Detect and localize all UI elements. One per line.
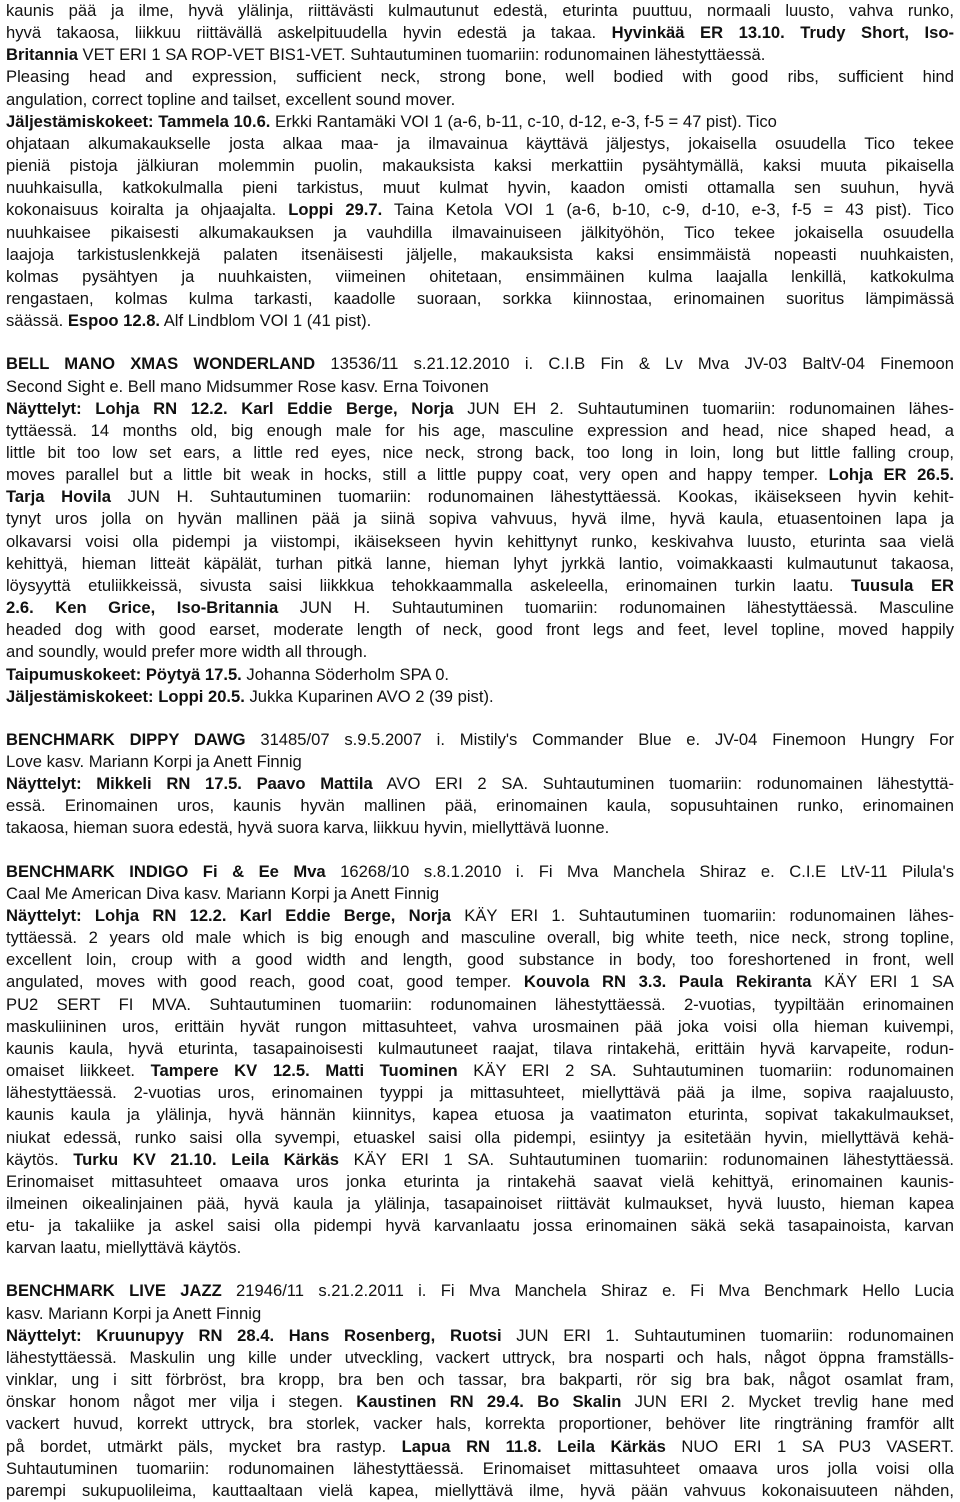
paragraph-spacer (6, 840, 954, 861)
text-line (6, 89, 954, 111)
paragraph-spacer (6, 708, 954, 729)
text-line (6, 1280, 954, 1302)
text-run: angulation, correct topline and tailset, excellent sound mover. (6, 89, 456, 109)
text-line (6, 597, 954, 619)
bold-text-run: Tuusula ER (851, 575, 954, 595)
text-line (6, 883, 954, 905)
text-run: omaiset liikkeet. (6, 1061, 151, 1081)
bold-text-run: Espoo 12.8. (67, 311, 161, 331)
bold-text-run: Kouvola RN 3.3. Paula Rekiranta (523, 972, 812, 992)
bold-text-run: Jäljestämiskokeet: Loppi 20.5. (6, 686, 245, 706)
bold-text-run: Näyttelyt: Lohja RN 12.2. Karl Eddie Berge, Norja (6, 905, 452, 925)
text-run: kehittyä, hieman litteät käpälät, turhan pitkä lanne, hieman lyhyt jyrkkä lantio, voimakkaasti kulmautunut takaosa, (6, 553, 954, 573)
text-run: 31485/07 s.9.5.2007 i. Mistily's Commander Blue e. JV-04 Finemoon Hungry For (245, 729, 954, 749)
text-run: Johanna Söderholm SPA 0. (241, 664, 450, 684)
text-run: JUN H. Suhtautuminen tuomariin: rodunomainen lähestyttäessä. Masculine (278, 598, 954, 618)
text-line (6, 531, 954, 553)
text-line (6, 971, 954, 993)
text-line (6, 1369, 954, 1391)
bold-text-run: Kaustinen RN 29.4. Bo Skalin (356, 1392, 622, 1412)
text-run: vackert huvud, korrekt uttryck, bra storlek, vacker hals, korrekta proportioner, behöver lite ringträning framför allt (6, 1414, 954, 1434)
text-run: kaunis kaula, hyvä eturinta, tasapainoisesti kulmautuneet raajat, tilava rintakehä, erittäin hyvä karvapeite, rodun- (6, 1038, 954, 1058)
text-line (6, 861, 954, 883)
text-run: hyvä takaosa, liikkuu riittävällä askelpituudella hyvin edestä ja takaa. (6, 23, 612, 43)
text-line (6, 111, 954, 133)
bold-text-run: Hyvinkää ER 13.10. Trudy Short, Iso- (611, 23, 954, 43)
text-line (6, 773, 954, 795)
text-line (6, 949, 954, 971)
text-run: käytös. (6, 1149, 74, 1169)
text-line (6, 22, 954, 44)
text-line (6, 155, 954, 177)
text-line (6, 1436, 954, 1458)
text-line (6, 1480, 954, 1502)
text-line (6, 1391, 954, 1413)
text-run: kaunis kaula ja ylälinja, hyvä hännän kiinnitys, kapea etuosa ja vaatimaton eturinta, sopivat takakulmaukset, (6, 1105, 954, 1125)
text-line (6, 44, 954, 66)
text-line (6, 817, 954, 839)
text-line (6, 795, 954, 817)
text-run: lähestyttäessä. Maskulin ung kille under utveckling, vackert uttryck, bra nosparti och hals, något öppna framställs- (6, 1347, 954, 1367)
text-line (6, 1082, 954, 1104)
text-run: JUN ERI 1. Suhtautuminen tuomariin: rodunomainen (501, 1325, 954, 1345)
text-run: KÄY ERI 1. Suhtautuminen tuomariin: rodunomainen lähes- (451, 905, 955, 925)
text-line (6, 1127, 954, 1149)
text-run: rengastaen, kolmas kulma tarkasti, kaadolle suoraan, sorkka kiinnostaa, erinomainen suoritus lämpimässä (6, 289, 954, 309)
text-line (6, 376, 954, 398)
text-run: Erkki Rantamäki VOI 1 (a-6, b-11, c-10, d-12, e-3, f-5 = 47 pist). Tico (270, 111, 777, 131)
bold-text-run: Näyttelyt: Kruunupyy RN 28.4. Hans Rosenberg, Ruotsi (6, 1325, 502, 1345)
text-line (6, 1458, 954, 1480)
text-line (6, 442, 954, 464)
text-line (6, 66, 954, 88)
text-run: KÄY ERI 2 SA. Suhtautuminen tuomariin: rodunomainen (457, 1061, 955, 1081)
text-line (6, 420, 954, 442)
text-line (6, 464, 954, 486)
text-run: KÄY ERI 1 SA. Suhtautuminen tuomariin: rodunomainen lähestyttäessä. (339, 1149, 954, 1169)
text-run: little bit too low set ears, a little red eyes, nice neck, strong back, too long in loin, long but little falling croup, (6, 442, 954, 462)
paragraph-spacer (6, 1259, 954, 1280)
bold-text-run: Näyttelyt: Lohja RN 12.2. Karl Eddie Berge, Norja (6, 398, 454, 418)
text-line (6, 751, 954, 773)
text-run: laajoja tarkistuslenkkejä palaten itsenäisesti jäljelle, makauksista kaksi ensimmäistä nopeasti nuuhkaisten, (6, 244, 954, 264)
text-line (6, 222, 954, 244)
text-run: excellent loin, croup with a good width and length, good substance in body, too foreshortened in front, well (6, 950, 954, 970)
bold-text-run: 2.6. Ken Grice, Iso-Britannia (6, 598, 279, 618)
text-run: karvan laatu, miellyttävä käytös. (6, 1238, 242, 1258)
text-line (6, 619, 954, 641)
text-line (6, 398, 954, 420)
dog-entry-paragraph (6, 861, 954, 1260)
text-line (6, 1347, 954, 1369)
text-line (6, 664, 954, 686)
text-run: VET ERI 1 SA ROP-VET BIS1-VET. Suhtautuminen tuomariin: rodunomainen lähestyttäessä. (77, 45, 766, 65)
text-run: Jukka Kuparinen AVO 2 (39 pist). (244, 686, 494, 706)
text-run: tyttäessä. 2 years old male which is big enough and masculine overall, big white teeth, nice neck, strong topline, (6, 928, 954, 948)
text-line (6, 1104, 954, 1126)
text-run: essä. Erinomainen uros, kaunis hyvän mallinen pää, erinomainen kaula, sopusuhtainen runko, erinomainen (6, 796, 954, 816)
bold-text-run: Lohja ER 26.5. (828, 465, 954, 485)
text-line (6, 1149, 954, 1171)
text-run: nuuhkaisee pikaisesti alkumakauksen ja vauhdilla ilmavainuiseen jälkityöhön, Tico tekee jokaisella osuudella (6, 222, 954, 242)
text-run: NUO ERI 1 SA PU3 VASERT. (665, 1436, 955, 1456)
text-run: pieniä pistoja jälkiuran molemmin puolin, makauksista kaksi merkattiin pysähtymällä, kaksi muuta pikaisella (6, 156, 954, 176)
text-line (6, 553, 954, 575)
text-run: säässä. (6, 311, 68, 331)
bold-text-run: BELL MANO XMAS WONDERLAND (6, 354, 316, 374)
text-line (6, 0, 954, 22)
dog-entry-paragraph (6, 1280, 954, 1502)
text-run: kolmas pysähtyen ja nuuhkaisten, viimeinen ohitetaan, ensimmäinen kulma laajalla lenkillä, katkokulma (6, 266, 954, 286)
text-run: på bordet, utmärkt päls, mycket bra rastyp. (6, 1436, 402, 1456)
text-run: JUN H. Suhtautuminen tuomariin: rodunomainen lähestyttäessä. Kookas, ikäisekseen hyvin kehit- (110, 487, 955, 507)
text-run: Pleasing head and expression, sufficient neck, strong bone, well bodied with good ribs, sufficient hind (6, 67, 954, 87)
dog-entry-paragraph (6, 353, 954, 708)
bold-text-run: Lapua RN 11.8. Leila Kärkäs (401, 1436, 666, 1456)
text-line (6, 927, 954, 949)
text-run: 13536/11 s.21.12.2010 i. C.I.B Fin & Lv Mva JV-03 BaltV-04 Finemoon (315, 354, 954, 374)
text-run: ohjataan alkumakaukselle josta alkaa maa- ja ilmavainua käyttävä jäljestys, jokaisella osuudella Tico tekee (6, 133, 954, 153)
text-run: Caal Me American Diva kasv. Mariann Korpi ja Anett Finnig (6, 883, 440, 903)
bold-text-run: Britannia (6, 45, 78, 65)
dog-entry-paragraph (6, 0, 954, 332)
text-run: angulated, moves with good reach, good coat, good temper. (6, 972, 524, 992)
bold-text-run: Jäljestämiskokeet: Tammela 10.6. (6, 111, 271, 131)
text-line (6, 1016, 954, 1038)
bold-text-run: Turku KV 21.10. Leila Kärkäs (73, 1149, 340, 1169)
text-line (6, 266, 954, 288)
bold-text-run: BENCHMARK DIPPY DAWG (6, 729, 246, 749)
text-line (6, 1303, 954, 1325)
text-line (6, 244, 954, 266)
text-line (6, 133, 954, 155)
text-run: Second Sight e. Bell mano Midsummer Rose kasv. Erna Toivonen (6, 376, 489, 396)
bold-text-run: BENCHMARK INDIGO Fi & Ee Mva (6, 861, 326, 881)
text-line (6, 1413, 954, 1435)
text-run: tynyt uros jolla on hyvän mallinen pää ja siinä sopiva vahvuus, hyvä ilme, hyvä kaula, etuasentoinen lapa ja (6, 509, 954, 529)
text-line (6, 508, 954, 530)
text-run: olkavarsi voisi olla pidempi ja viistompi, ikäisekseen hyvin kehittynyt runko, keskivahva luusto, eturinta saa vielä (6, 531, 954, 551)
text-run: moves parallel but a little bit weak in hocks, still a little puppy coat, very open and happy temper. (6, 465, 829, 485)
text-run: kokonaisuus koiralta ja ohjaajalta. (6, 200, 289, 220)
dog-entry-paragraph (6, 729, 954, 840)
text-run: 16268/10 s.8.1.2010 i. Fi Mva Manchela Shiraz e. C.I.E LtV-11 Pilula's (325, 861, 954, 881)
text-run: niukat edessä, runko saisi olla syvempi, etuaskel saisi olla pidempi, esiintyy ja esitetään hyvin, miellyttävä kehä- (6, 1127, 954, 1147)
text-run: etu- ja takaliike ja askel saisi olla pidempi hyvä karvanlaatu jossa erinomainen säkä sekä tasapainoista, karvan (6, 1216, 954, 1236)
text-line (6, 641, 954, 663)
bold-text-run: Näyttelyt: Mikkeli RN 17.5. Paavo Mattila (6, 774, 373, 794)
text-line (6, 199, 954, 221)
bold-text-run: Taipumuskokeet: Pöytyä 17.5. (6, 664, 242, 684)
text-line (6, 288, 954, 310)
text-run: tyttäessä. 14 months old, big enough male for his age, masculine expression and head, nice shaped head, a (6, 420, 954, 440)
text-run: Erinomaiset mittasuhteet omaava uros jonka eturinta ja rintakehä saavat vielä kehittyä, erinomainen kaunis- (6, 1171, 954, 1191)
text-line (6, 1038, 954, 1060)
bold-text-run: BENCHMARK LIVE JAZZ (6, 1281, 222, 1301)
text-run: takaosa, hieman suora edestä, hyvä suora karva, liikkuu hyvin, miellyttävä luonne. (6, 818, 610, 838)
text-run: AVO ERI 2 SA. Suhtautuminen tuomariin: rodunomainen lähestyttä- (372, 774, 955, 794)
text-run: lähestyttäessä. 2-vuotias uros, erinomainen tyyppi ja mittasuhteet, miellyttävä pää ja ilme, sopiva raajaluusto, (6, 1083, 954, 1103)
text-line (6, 1060, 954, 1082)
text-line (6, 994, 954, 1016)
bold-text-run: Tarja Hovila (6, 487, 111, 507)
text-run: JUN ERI 2. Mycket trevlig hane med (621, 1392, 955, 1412)
text-run: nuuhkaisulla, katkokulmalla pieni tarkistus, muut kulmat hyvin, kaadon omisti ottamalla sen suuhun, hyvä (6, 178, 954, 198)
text-run: vinklar, ung i sitt förbröst, bra kropp, bra ben och tassar, bra bakparti, rör sig bra bak, något osamlat fram, (6, 1370, 954, 1390)
paragraph-spacer (6, 332, 954, 353)
text-run: Alf Lindblom VOI 1 (41 pist). (160, 311, 372, 331)
text-line (6, 905, 954, 927)
text-run: Suhtautuminen tuomariin: rodunomainen lähestyttäessä. Erinomaiset mittasuhteet omaava uros jolla voisi olla (6, 1458, 954, 1478)
text-run: KÄY ERI 1 SA (811, 972, 954, 992)
text-run: kasv. Mariann Korpi ja Anett Finnig (6, 1303, 262, 1323)
text-run: maskuliininen uros, erittäin hyvät rungon mittasuhteet, vahva urosmainen pää joka voisi olla hieman kuivempi, (6, 1016, 954, 1036)
text-run: PU2 SERT FI MVA. Suhtautuminen tuomariin: rodunomainen lähestyttäessä. 2-vuotias, tyypiltään erinomainen (6, 994, 954, 1014)
text-line (6, 575, 954, 597)
text-line (6, 1325, 954, 1347)
bold-text-run: Loppi 29.7. (288, 200, 383, 220)
text-line (6, 486, 954, 508)
text-run: 21946/11 s.21.2.2011 i. Fi Mva Manchela Shiraz e. Fi Mva Benchmark Hello Lucia (221, 1281, 954, 1301)
text-line (6, 177, 954, 199)
text-line (6, 1215, 954, 1237)
text-line (6, 310, 954, 332)
text-run: Taina Ketola VOI 1 (a-6, b-10, c-9, d-10, e-3, f-5 = 43 pist). Tico (382, 200, 955, 220)
text-run: JUN EH 2. Suhtautuminen tuomariin: rodunomainen lähes- (453, 398, 955, 418)
text-line (6, 1171, 954, 1193)
text-run: ilmeinen oikealinjainen pää, hyvä kaula ja ylälinja, tasapainoiset riittävät kulmaukset, hyvä luusto, hieman kapea (6, 1193, 954, 1213)
text-run: headed dog with good earset, moderate length of neck, good front legs and feet, level topline, moved happily (6, 620, 954, 640)
text-run: and soundly, would prefer more width all through. (6, 642, 368, 662)
text-line (6, 686, 954, 708)
text-run: önskar honom något mer vilja i stegen. (6, 1392, 357, 1412)
text-run: kaunis pää ja ilme, hyvä ylälinja, riittävästi kulmautunut edestä, eturinta puuttuu, normaali luusto, vahva runko, (6, 1, 954, 20)
text-run: Love kasv. Mariann Korpi ja Anett Finnig (6, 752, 302, 771)
text-line (6, 353, 954, 375)
text-run: parempi sukupuolileima, kauttaaltaan vielä kapea, miellyttävä ilme, hyvä pään vahvuus kokonaisuuteen nähden, (6, 1480, 954, 1500)
text-line (6, 729, 954, 751)
text-run: löysyyttä etuliikkeissä, sivusta saisi liikkkua tehokkaammalla askeleella, erinomainen turkin laatu. (6, 575, 852, 595)
text-line (6, 1237, 954, 1259)
text-line (6, 1193, 954, 1215)
bold-text-run: Tampere KV 12.5. Matti Tuominen (150, 1061, 458, 1081)
